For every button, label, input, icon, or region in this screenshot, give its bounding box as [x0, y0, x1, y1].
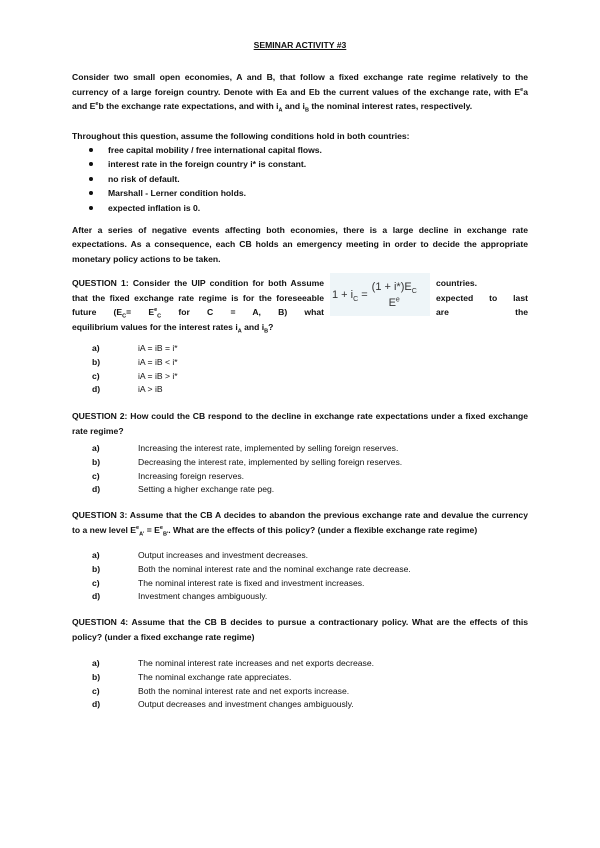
option-letter: d)	[92, 484, 101, 495]
answer-option	[72, 470, 528, 484]
option-text: iA = iB > i*	[138, 370, 178, 381]
option-text: Setting a higher exchange rate peg.	[138, 484, 275, 495]
question-1-text-right: countries. expected to last are the	[436, 278, 528, 318]
option-text: The nominal interest rate increases and net exports decrease.	[138, 657, 374, 668]
option-text: Decreasing the interest rate, implemented by selling foreign reserves.	[138, 456, 403, 467]
option-text: Output decreases and investment changes ambiguously.	[138, 699, 354, 710]
answer-option	[72, 563, 528, 577]
question-4-options	[72, 657, 528, 712]
question-2-options	[72, 442, 528, 497]
answer-option	[72, 671, 528, 685]
option-text: iA = iB = i*	[138, 342, 178, 353]
option-text: Both the nominal interest rate and the nominal exchange rate decrease.	[138, 563, 411, 574]
option-letter: b)	[92, 671, 101, 682]
answer-option	[72, 383, 528, 397]
option-text: iA > iB	[138, 384, 163, 395]
question-2-text: QUESTION 2: How could the CB respond to the decline in exchange rate expectations under a fixed exchange rate regime?	[72, 411, 528, 436]
bullet-item: no risk of default.	[72, 172, 528, 186]
option-letter: d)	[92, 591, 101, 602]
answer-option	[72, 370, 528, 384]
option-text: iA = iB < i*	[138, 356, 178, 367]
question-3-text: QUESTION 3: Assume that the CB A decides to abandon the previous exchange rate and devalue the currency to a new level $E^e_{A'} = E^e_{B'}$. What are the effects of this policy? (under a flexible exchange rate regime)	[72, 510, 528, 538]
option-letter: d)	[92, 384, 101, 395]
answer-option	[72, 356, 528, 370]
option-letter: b)	[92, 356, 101, 367]
question-1-options	[72, 342, 528, 397]
option-letter: a)	[92, 549, 100, 560]
option-text: Increasing the interest rate, implemented by selling foreign reserves.	[138, 442, 399, 453]
answer-option	[72, 549, 528, 563]
context-paragraph: After a series of negative events affecting both economies, there is a large decline in exchange rate expectations. As a consequence, each CB holds an emergency meeting in order to decide the appropriate monetary policy actions to be taken.	[72, 225, 528, 264]
option-text: Investment changes ambiguously.	[138, 591, 268, 602]
option-letter: a)	[92, 342, 100, 353]
option-letter: a)	[92, 657, 100, 668]
page-title: SEMINAR ACTIVITY #3	[253, 40, 347, 50]
option-letter: c)	[92, 470, 100, 481]
option-text: Increasing foreign reserves.	[138, 470, 245, 481]
option-text: Both the nominal interest rate and net exports increase.	[138, 685, 350, 696]
answer-option	[72, 342, 528, 356]
option-letter: b)	[92, 456, 101, 467]
option-text: The nominal exchange rate appreciates.	[138, 671, 292, 682]
answer-option	[72, 685, 528, 699]
bullet-item: free capital mobility / free international capital flows.	[72, 143, 528, 157]
option-letter: b)	[92, 563, 101, 574]
intro-paragraph: Consider two small open economies, A and B, that follow a fixed exchange rate regime relatively to the currency of a large foreign country. Denote with Ea and Eb the current values of the exchange rate, with $E^ea$ and $E^eb$ the exchange rate expectations, and with $i_A$ and $i_B$ the nominal interest rates, respectively.	[72, 72, 528, 114]
question-4-text: QUESTION 4: Assume that the CB B decides to pursue a contractionary policy. What are the effects of this policy? (under a fixed exchange rate regime)	[72, 617, 528, 642]
option-text: Output increases and investment decreases.	[138, 549, 309, 560]
bullet-item: Marshall - Lerner condition holds.	[72, 186, 528, 200]
option-letter: c)	[92, 685, 100, 696]
question-3-options	[72, 549, 528, 604]
assumptions	[72, 129, 528, 215]
answer-option	[72, 590, 528, 604]
answer-option	[72, 577, 528, 591]
answer-option	[72, 698, 528, 712]
option-letter: c)	[92, 577, 100, 588]
option-letter: c)	[92, 370, 100, 381]
option-text: The nominal interest rate is fixed and investment increases.	[138, 577, 365, 588]
answer-option	[72, 442, 528, 456]
answer-option	[72, 456, 528, 470]
question-1-text: QUESTION 1: Consider the UIP condition for both Assume that the fixed exchange rate regime is for the foreseeable future ($E_C= E^e_C$ for C = A, B) what	[72, 278, 325, 320]
question-1-row	[72, 276, 528, 319]
question-1-tail: equilibrium values for the interest rates $i_A$ and $i_B$?	[72, 321, 274, 335]
option-letter: a)	[92, 442, 100, 453]
answer-option	[72, 483, 528, 497]
option-letter: d)	[92, 699, 101, 710]
assumptions-lead: Throughout this question, assume the following conditions hold in both countries:	[72, 130, 410, 141]
bullet-item: interest rate in the foreign country i* is constant.	[72, 157, 528, 171]
uip-formula: $1 + i_C$ = $(1 + i*)E_C$ $E^e$	[330, 273, 430, 316]
answer-option	[72, 657, 528, 671]
bullet-item: expected inflation is 0.	[72, 201, 528, 215]
